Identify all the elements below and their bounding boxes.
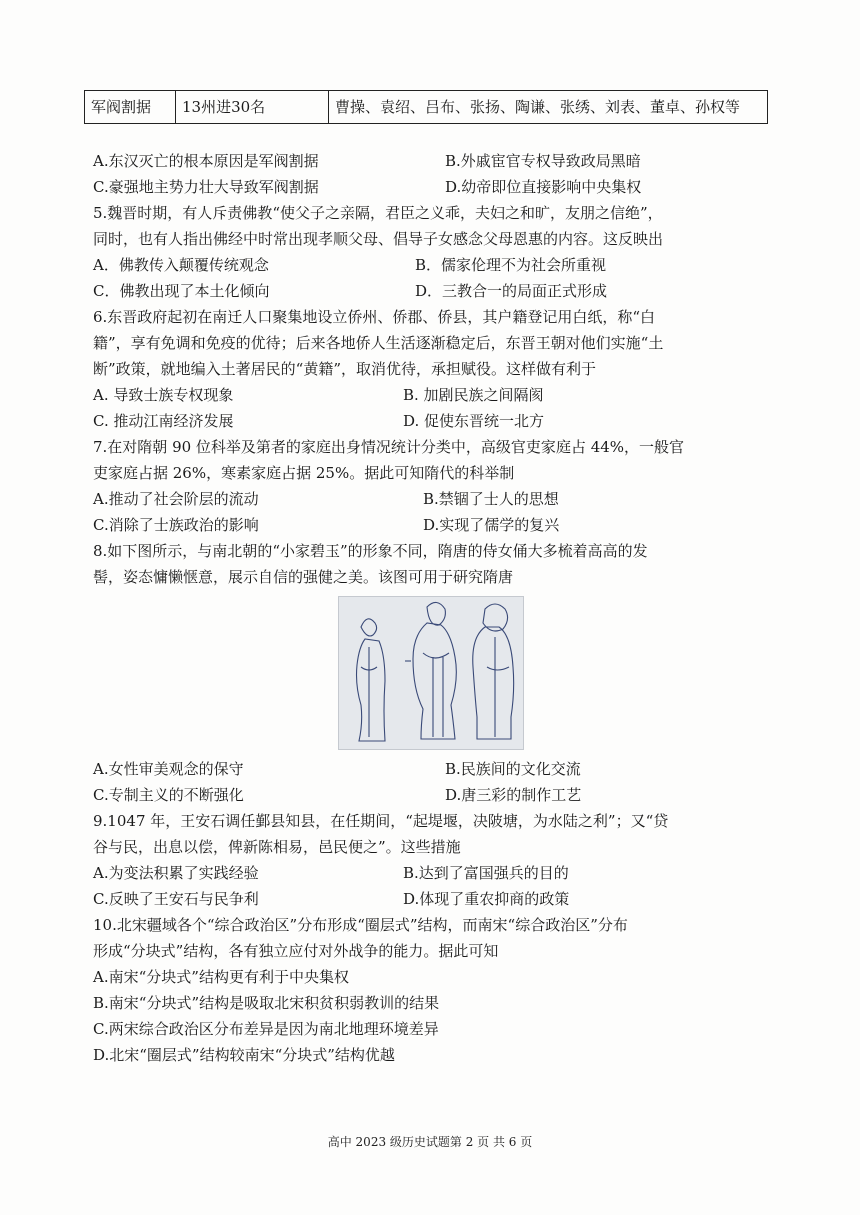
table-cell: 军阀割据 — [85, 91, 176, 124]
q8-option-d[interactable]: D.唐三彩的制作工艺 — [445, 786, 582, 804]
q10-stem-line: 10.北宋疆域各个“综合政治区”分布形成“圈层式”结构，而南宋“综合政治区”分布 — [93, 916, 628, 934]
page-footer: 高中 2023 级历史试题第 2 页 共 6 页 — [327, 1135, 533, 1149]
q9-stem-line: 谷与民，出息以偿，俾新陈相易，邑民便之”。这些措施 — [93, 838, 461, 856]
q4-option-a[interactable]: A.东汉灭亡的根本原因是军阀割据 — [93, 152, 319, 170]
q9-option-c[interactable]: C.反映了王安石与民争利 — [93, 890, 259, 908]
q8-option-b[interactable]: B.民族间的文化交流 — [445, 760, 581, 778]
q6-option-c[interactable]: C. 推动江南经济发展 — [93, 412, 234, 430]
q7-stem-line: 7.在对隋朝 90 位科举及第者的家庭出身情况统计分类中，高级官吏家庭占 44%，一般官 — [93, 438, 685, 456]
q7-option-c[interactable]: C.消除了士族政治的影响 — [93, 516, 259, 534]
table-row — [85, 91, 768, 124]
q7-option-d[interactable]: D.实现了儒学的复兴 — [423, 516, 560, 534]
q7-stem-line: 吏家庭占据 26%，寒素家庭占据 25%。据此可知隋代的科举制 — [93, 464, 515, 482]
q7-options-row1 — [93, 486, 773, 512]
q9-stem-line: 9.1047 年，王安石调任鄞县知县，在任期间，“起堤堰，决陂塘，为水陆之利”；又“贷 — [93, 812, 669, 830]
q4-option-d[interactable]: D.幼帝即位直接影响中央集权 — [445, 178, 642, 196]
warlord-table — [84, 90, 768, 124]
q4-option-b[interactable]: B.外戚宦官专权导致政局黑暗 — [445, 152, 641, 170]
q6-option-d[interactable]: D. 促使东晋统一北方 — [403, 412, 545, 430]
q9-option-d[interactable]: D.体现了重农抑商的政策 — [403, 890, 570, 908]
q5-options-row1 — [93, 252, 773, 278]
q9-options-row1 — [93, 860, 773, 886]
q10-option-a[interactable]: A.南宋“分块式”结构更有利于中央集权 — [93, 968, 349, 986]
q6-stem-line: 断”政策，就地编入土著居民的“黄籍”，取消优待，承担赋役。这样做有利于 — [93, 360, 597, 378]
q8-options-row1 — [93, 756, 773, 782]
q8-options-row2 — [93, 782, 773, 808]
q6-option-b[interactable]: B. 加剧民族之间隔阂 — [403, 386, 544, 404]
q9-option-a[interactable]: A.为变法积累了实践经验 — [93, 864, 259, 882]
figurines-image — [338, 596, 524, 750]
q10-stem-line: 形成“分块式”结构，各有独立应付对外战争的能力。据此可知 — [93, 942, 499, 960]
q6-options-row2 — [93, 408, 773, 434]
q9-option-b[interactable]: B.达到了富国强兵的目的 — [403, 864, 569, 882]
q6-stem-line: 籍”，享有免调和免疫的优待；后来各地侨人生活逐渐稳定后，东晋王朝对他们实施“土 — [93, 334, 664, 352]
q5-options-row2 — [93, 278, 773, 304]
q8-option-c[interactable]: C.专制主义的不断强化 — [93, 786, 244, 804]
questions — [93, 148, 773, 1068]
q8-stem-line: 8.如下图所示，与南北朝的“小家碧玉”的形象不同，隋唐的侍女俑大多梳着高高的发 — [93, 542, 648, 560]
q6-option-a[interactable]: A. 导致士族专权现象 — [93, 386, 234, 404]
q7-option-b[interactable]: B.禁锢了士人的思想 — [423, 490, 559, 508]
table-cell: 曹操、袁绍、吕布、张扬、陶谦、张绣、刘表、董卓、孙权等 — [329, 91, 768, 124]
q8-stem-line: 髻，姿态慵懒惬意，展示自信的强健之美。该图可用于研究隋唐 — [93, 568, 514, 586]
q7-options-row2 — [93, 512, 773, 538]
q10-option-d[interactable]: D.北宋“圈层式”结构较南宋“分块式”结构优越 — [93, 1046, 395, 1064]
q4-options-row1 — [93, 148, 773, 174]
q4-options-row2 — [93, 174, 773, 200]
q4-option-c[interactable]: C.豪强地主势力壮大导致军阀割据 — [93, 178, 319, 196]
q5-stem-line: 5.魏晋时期，有人斥责佛教“使父子之亲隔，君臣之义乖，夫妇之和旷，友朋之信绝”， — [93, 204, 663, 222]
q5-option-b[interactable]: B．儒家伦理不为社会所重视 — [415, 256, 607, 274]
q8-option-a[interactable]: A.女性审美观念的保守 — [93, 760, 244, 778]
q10-option-b[interactable]: B.南宋“分块式”结构是吸取北宋积贫积弱教训的结果 — [93, 994, 440, 1012]
q6-options-row1 — [93, 382, 773, 408]
q5-option-a[interactable]: A．佛教传入颠覆传统观念 — [93, 256, 269, 274]
q6-stem-line: 6.东晋政府起初在南迁人口聚集地设立侨州、侨郡、侨县，其户籍登记用白纸，称“白 — [93, 308, 655, 326]
q7-option-a[interactable]: A.推动了社会阶层的流动 — [93, 490, 259, 508]
q5-stem-line: 同时，也有人指出佛经中时常出现孝顺父母、倡导子女感念父母恩惠的内容。这反映出 — [93, 230, 664, 248]
q9-options-row2 — [93, 886, 773, 912]
q10-option-c[interactable]: C.两宋综合政治区分布差异是因为南北地理环境差异 — [93, 1020, 439, 1038]
tang-maid-figurines-drawing — [339, 597, 523, 749]
q5-option-d[interactable]: D．三教合一的局面正式形成 — [415, 282, 608, 300]
table-cell: 13州进30名 — [176, 91, 329, 124]
q5-option-c[interactable]: C．佛教出现了本土化倾向 — [93, 282, 270, 300]
